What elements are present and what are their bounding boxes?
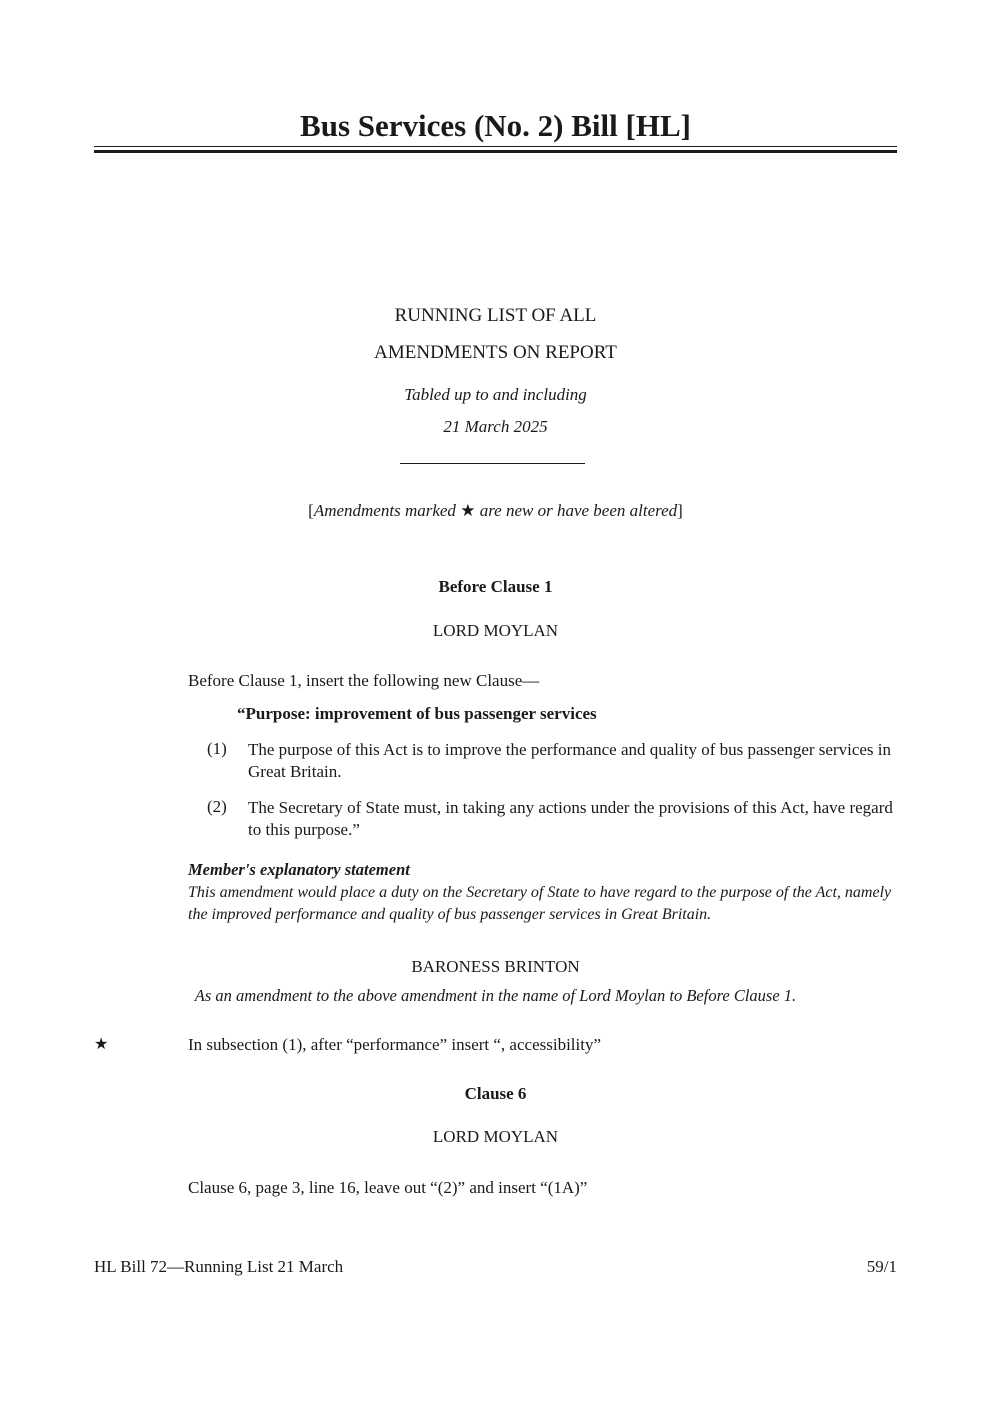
document-title: Bus Services (No. 2) Bill [HL] xyxy=(300,108,691,143)
separator-rule xyxy=(400,463,585,464)
star-icon: ★ xyxy=(94,1034,109,1053)
subsection-number: (1) xyxy=(207,739,227,758)
explanatory-statement-heading: Member's explanatory statement xyxy=(188,860,410,879)
section-heading-before-clause-1: Before Clause 1 xyxy=(438,577,553,596)
member-name: BARONESS BRINTON xyxy=(411,957,580,976)
amendment-instruction: Clause 6, page 3, line 16, leave out “(2)” and insert “(1A)” xyxy=(188,1178,588,1197)
footer-bill-reference: HL Bill 72—Running List 21 March xyxy=(94,1257,344,1276)
note-bracket-open: [ xyxy=(308,501,314,520)
amendment-context: As an amendment to the above amendment in the name of Lord Moylan to Before Clause 1. xyxy=(194,986,797,1005)
subtitle-line-1: RUNNING LIST OF ALL xyxy=(394,305,597,326)
subtitle-line-2: AMENDMENTS ON REPORT xyxy=(374,342,617,363)
tabled-line-1: Tabled up to and including xyxy=(404,385,587,404)
title-rule-thick xyxy=(94,150,897,153)
amendment-instruction: In subsection (1), after “performance” insert “, accessibility” xyxy=(188,1035,602,1054)
note-text-a: Amendments marked xyxy=(313,501,461,520)
footer-page-number: 59/1 xyxy=(866,1257,897,1276)
new-clause-title: “Purpose: improvement of bus passenger services xyxy=(237,704,597,723)
new-amendments-note xyxy=(0,501,991,521)
subsection-text: The purpose of this Act is to improve the performance and quality of bus passenger services in Great Britain. xyxy=(248,740,891,781)
explanatory-statement-text: This amendment would place a duty on the Secretary of State to have regard to the purpose of the Act, namely the improved performance and quality of bus passenger services in Great Britain. xyxy=(188,884,892,923)
section-heading-clause-6: Clause 6 xyxy=(464,1084,527,1103)
subsection-text: The Secretary of State must, in taking any actions under the provisions of this Act, have regard to this purpose.” xyxy=(248,798,893,839)
subsection-number: (2) xyxy=(207,797,227,816)
member-name: LORD MOYLAN xyxy=(432,621,559,640)
member-name: LORD MOYLAN xyxy=(432,1127,559,1146)
tabled-date: 21 March 2025 xyxy=(443,417,548,436)
amendment-instruction: Before Clause 1, insert the following new Clause— xyxy=(188,671,540,690)
note-bracket-close: ] xyxy=(677,501,683,520)
star-icon: ★ xyxy=(460,501,476,520)
note-text-b: are new or have been altered xyxy=(475,501,678,520)
title-rule-thin xyxy=(94,146,897,147)
